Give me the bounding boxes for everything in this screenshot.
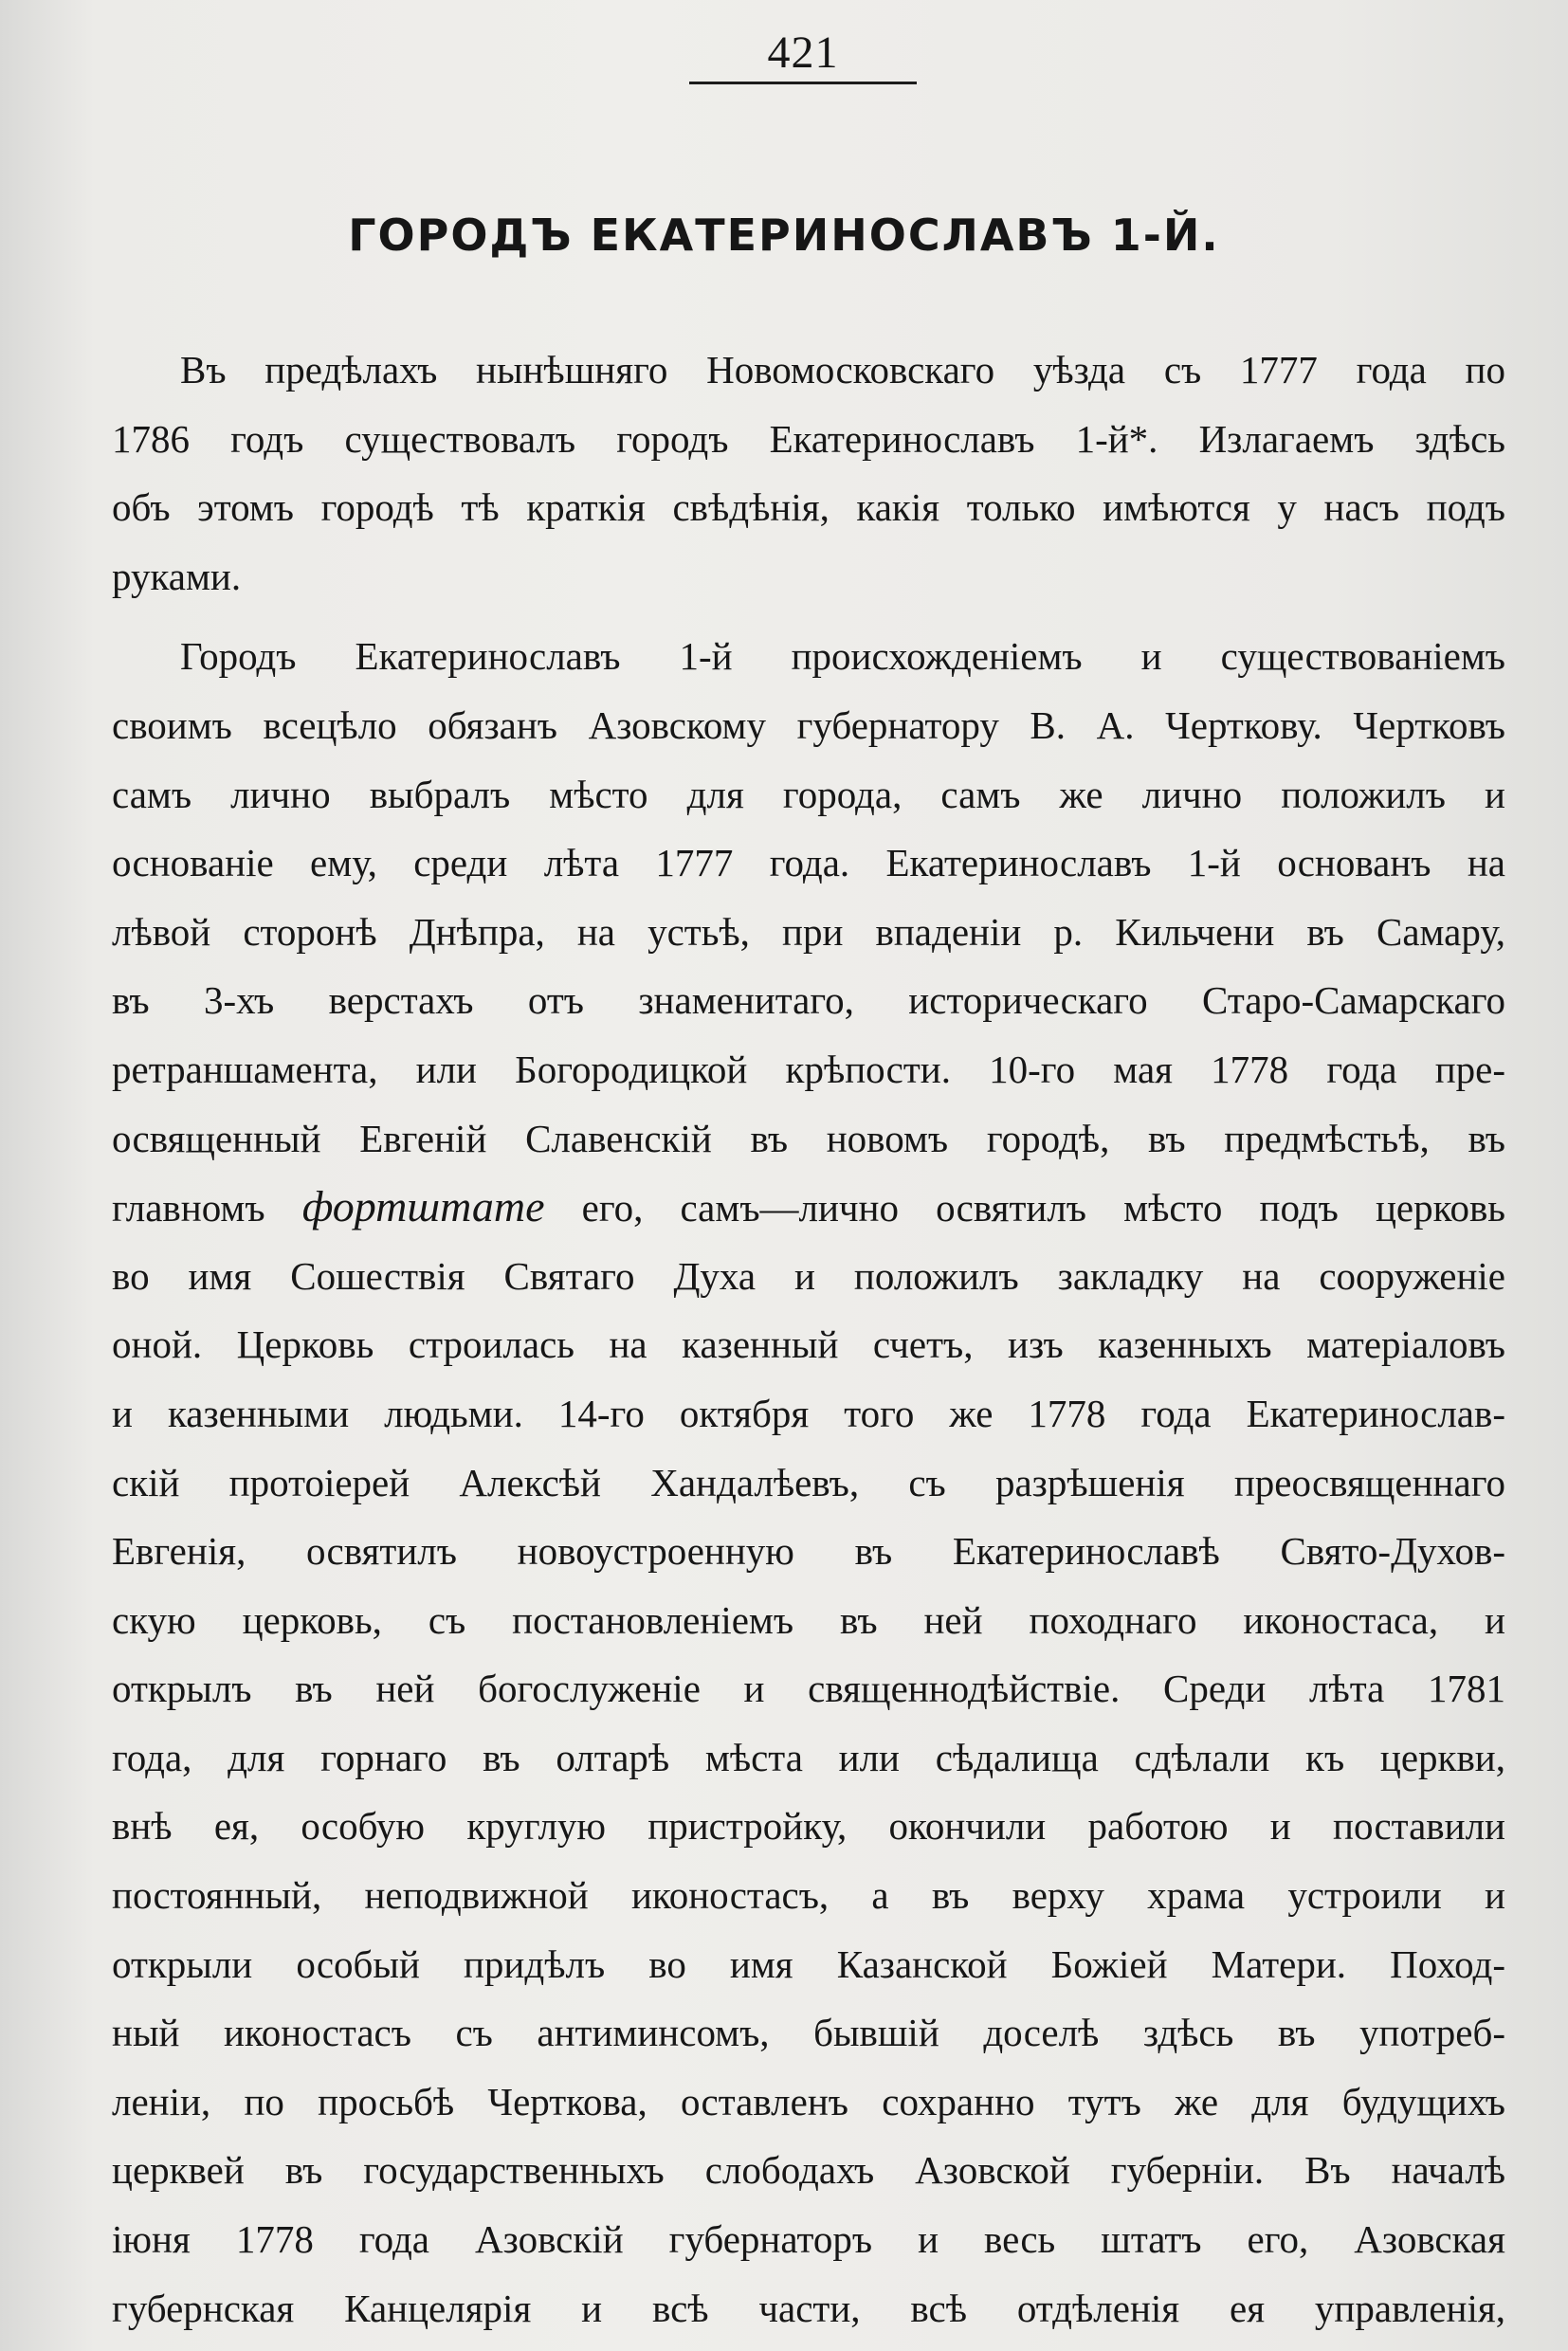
text-line-with-emphasis — [112, 1173, 1505, 1242]
text-line: открылъ въ ней богослуженіе и священнодѣйствіе. Среди лѣта 1781 — [112, 1667, 1505, 1711]
text-line: ретраншамента, или Богородицкой крѣпости. 10-го мая 1778 года пре- — [112, 1047, 1505, 1091]
chapter-title: ГОРОДЪ ЕКАТЕРИНОСЛАВЪ 1-Й. — [348, 210, 1220, 261]
body-text — [112, 336, 1505, 2342]
text-line: и казенными людьми. 14-го октября того же 1778 года Екатеринослав- — [112, 1391, 1505, 1435]
text-line: Городъ Екатеринославъ 1-й происхожденіемъ и существованіемъ — [180, 634, 1505, 679]
text-line: внѣ ея, особую круглую пристройку, окончили работою и поставили — [112, 1804, 1505, 1849]
text-line: освященный Евгеній Славенскій въ новомъ городѣ, въ предмѣстьѣ, въ — [112, 1116, 1505, 1160]
text-line: ный иконостасъ съ антиминсомъ, бывшій доселѣ здѣсь въ употреб- — [112, 2011, 1505, 2055]
text-line: губернская Канцелярія и всѣ части, всѣ отдѣленія ея управленія, — [112, 2286, 1505, 2330]
page-number-underline — [689, 82, 917, 84]
text-line: лѣвой сторонѣ Днѣпра, на устьѣ, при впаденіи р. Кильчени въ Самару, — [112, 909, 1505, 954]
page-number: 421 — [767, 27, 839, 78]
text-line: церквей въ государственныхъ слободахъ Азовской губерніи. Въ началѣ — [112, 2148, 1505, 2193]
text-line: во имя Сошествія Святаго Духа и положилъ закладку на сооруженіе — [112, 1253, 1505, 1298]
text-line: года, для горнаго въ олтарѣ мѣста или сѣдалища сдѣлали къ церкви, — [112, 1735, 1505, 1779]
text-line: въ 3-хъ верстахъ отъ знаменитаго, историческаго Старо-Самарскаго — [112, 978, 1505, 1023]
emphasized-word: фортштате — [301, 1182, 545, 1231]
text-line: іюня 1778 года Азовскій губернаторъ и весь штатъ его, Азовская — [112, 2217, 1505, 2262]
text-line: объ этомъ городѣ тѣ краткія свѣдѣнія, какія только имѣются у насъ подъ — [112, 485, 1505, 530]
text-line: основаніе ему, среди лѣта 1777 года. Екатеринославъ 1-й основанъ на — [112, 841, 1505, 885]
text-line: открыли особый придѣлъ во имя Казанской Божіей Матери. Поход- — [112, 1941, 1505, 1986]
text-line: своимъ всецѣло обязанъ Азовскому губернатору В. А. Черткову. Чертковъ — [112, 702, 1505, 747]
text-line: скую церковь, съ постановленіемъ въ ней походнаго иконостаса, и — [112, 1597, 1505, 1642]
text-run: главномъ — [112, 1186, 302, 1230]
text-line: оной. Церковь строилась на казенный счетъ, изъ казенныхъ матеріаловъ — [112, 1322, 1505, 1367]
text-line: Евгенія, освятилъ новоустроенную въ Екатеринославѣ Свято-Духов- — [112, 1529, 1505, 1574]
text-line: постоянный, неподвижной иконостасъ, а въ верху храма устроили и — [112, 1873, 1505, 1918]
text-line: самъ лично выбралъ мѣсто для города, самъ же лично положилъ и — [112, 772, 1505, 816]
text-line: Въ предѣлахъ нынѣшняго Новомосковскаго уѣзда съ 1777 года по — [180, 348, 1505, 392]
text-line: 1786 годъ существовалъ городъ Екатеринославъ 1-й*. Излагаемъ здѣсь — [112, 416, 1505, 461]
text-line: руками. — [112, 554, 242, 598]
text-run: его, самъ—лично освятилъ мѣсто подъ церковь — [544, 1186, 1505, 1230]
text-line: леніи, по просьбѣ Черткова, оставленъ сохранно тутъ же для будущихъ — [112, 2079, 1505, 2123]
text-line: скій протоіерей Алексѣй Хандалѣевъ, съ разрѣшенія преосвященнаго — [112, 1460, 1505, 1504]
